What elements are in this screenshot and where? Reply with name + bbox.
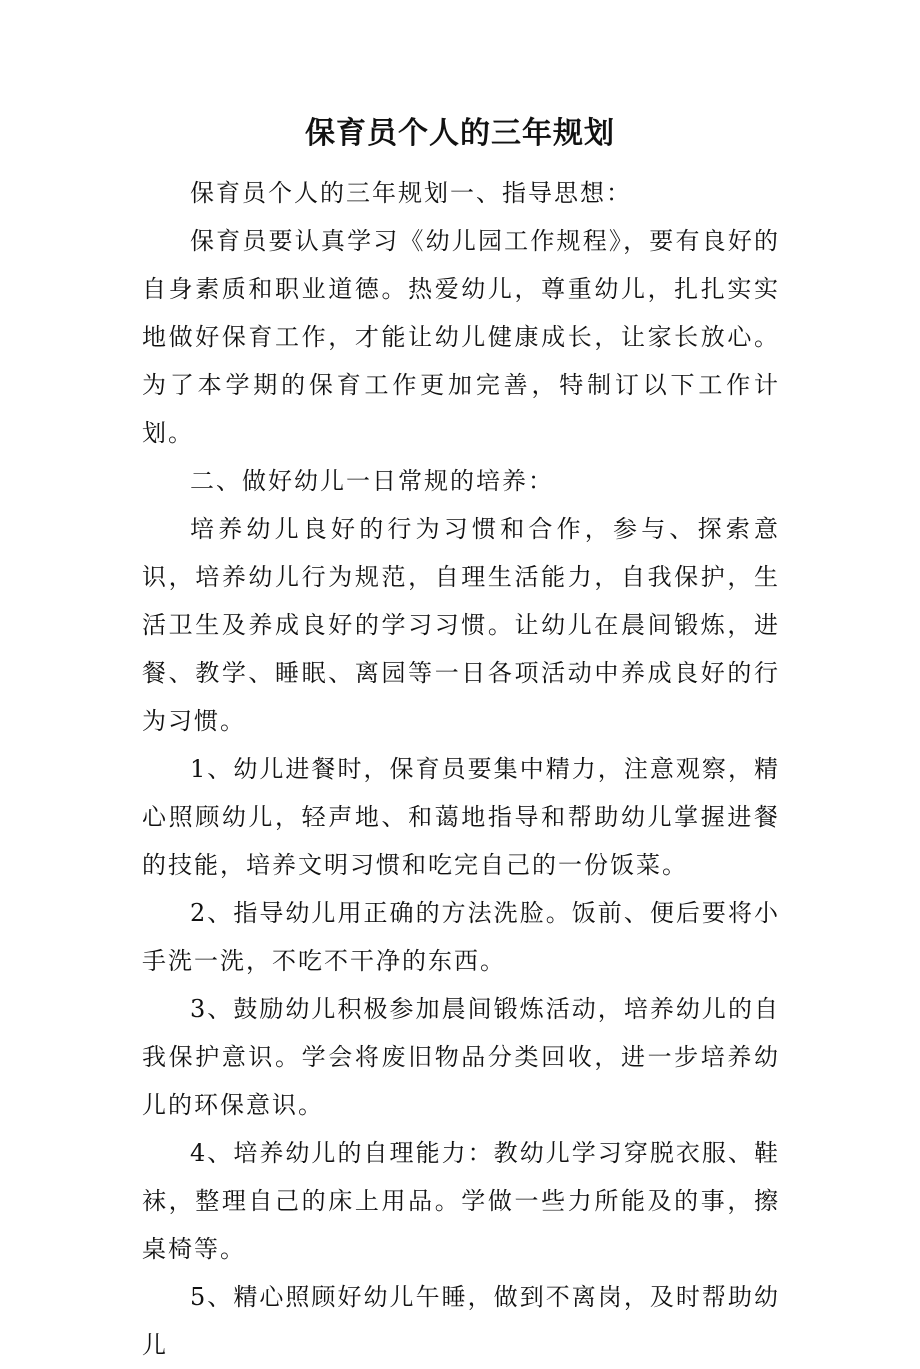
paragraph-item-1: 1、幼儿进餐时，保育员要集中精力，注意观察，精心照顾幼儿，轻声地、和蔼地指导和帮助幼儿掌握进餐的技能，培养文明习惯和吃完自己的一份饭菜。 [142,755,780,879]
paragraph-item-4: 4、培养幼儿的自理能力：教幼儿学习穿脱衣服、鞋袜，整理自己的床上用品。学做一些力所能及的事，擦桌椅等。 [142,1139,780,1263]
paragraph-item-3: 3、鼓励幼儿积极参加晨间锻炼活动，培养幼儿的自我保护意识。学会将废旧物品分类回收，进一步培养幼儿的环保意识。 [142,995,780,1119]
paragraph-intro-heading: 保育员个人的三年规划一、指导思想： [190,179,632,207]
paragraph-item-2: 2、指导幼儿用正确的方法洗脸。饭前、便后要将小手洗一洗，不吃不干净的东西。 [142,899,780,975]
paragraph-guiding-ideology: 保育员要认真学习《幼儿园工作规程》，要有良好的自身素质和职业道德。热爱幼儿，尊重幼儿，扎扎实实地做好保育工作，才能让幼儿健康成长，让家长放心。为了本学期的保育工作更加完善，特制订以下工作计划。 [142,227,780,447]
paragraph-item-5: 5、精心照顾好幼儿午睡，做到不离岗，及时帮助幼儿 [142,1283,780,1359]
document-body [142,169,780,1369]
paragraph-habit-training: 培养幼儿良好的行为习惯和合作，参与、探索意识，培养幼儿行为规范，自理生活能力，自我保护，生活卫生及养成良好的学习习惯。让幼儿在晨间锻炼，进餐、教学、睡眠、离园等一日各项活动中养成良好的行为习惯。 [142,515,780,735]
document-title: 保育员个人的三年规划 [305,116,615,151]
paragraph-section-two-heading: 二、做好幼儿一日常规的培养： [190,467,554,495]
